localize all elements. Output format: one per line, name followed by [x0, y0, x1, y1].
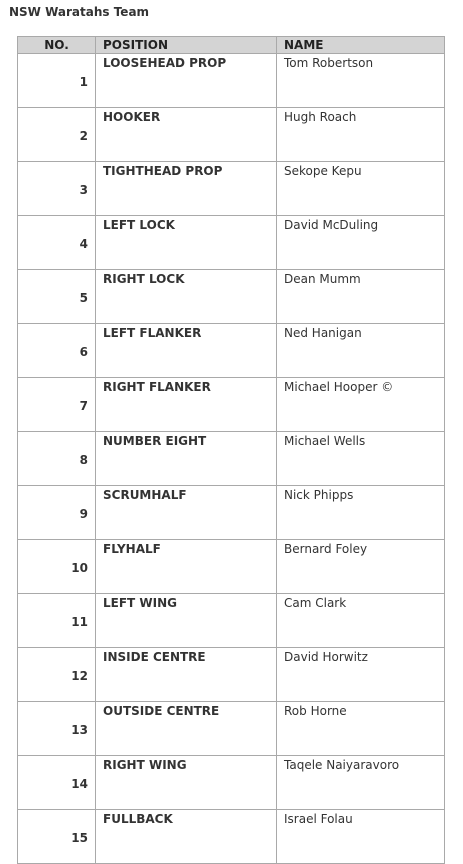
table-row	[18, 648, 445, 702]
position-cell: RIGHT FLANKER	[96, 378, 277, 432]
table-row	[18, 162, 445, 216]
name-cell: Nick Phipps	[277, 486, 445, 540]
table-row	[18, 810, 445, 864]
no-cell: 1	[18, 54, 96, 108]
name-cell: Ned Hanigan	[277, 324, 445, 378]
team-table	[17, 36, 445, 864]
position-cell: SCRUMHALF	[96, 486, 277, 540]
table-row	[18, 486, 445, 540]
header-name: NAME	[277, 37, 445, 54]
position-cell: NUMBER EIGHT	[96, 432, 277, 486]
position-cell: RIGHT LOCK	[96, 270, 277, 324]
table-body	[18, 54, 445, 864]
no-cell: 11	[18, 594, 96, 648]
no-cell: 8	[18, 432, 96, 486]
name-cell: Hugh Roach	[277, 108, 445, 162]
no-cell: 12	[18, 648, 96, 702]
name-cell: David Horwitz	[277, 648, 445, 702]
position-cell: TIGHTHEAD PROP	[96, 162, 277, 216]
position-cell: HOOKER	[96, 108, 277, 162]
name-cell: Michael Wells	[277, 432, 445, 486]
no-cell: 4	[18, 216, 96, 270]
table-row	[18, 756, 445, 810]
header-no: NO.	[18, 37, 96, 54]
no-cell: 6	[18, 324, 96, 378]
no-cell: 14	[18, 756, 96, 810]
table-row	[18, 324, 445, 378]
name-cell: Tom Robertson	[277, 54, 445, 108]
table-row	[18, 54, 445, 108]
position-cell: OUTSIDE CENTRE	[96, 702, 277, 756]
position-cell: RIGHT WING	[96, 756, 277, 810]
position-cell: FULLBACK	[96, 810, 277, 864]
position-cell: LEFT FLANKER	[96, 324, 277, 378]
page-title: NSW Waratahs Team	[9, 5, 150, 19]
name-cell: Israel Folau	[277, 810, 445, 864]
no-cell: 10	[18, 540, 96, 594]
table-row	[18, 108, 445, 162]
table-row	[18, 702, 445, 756]
position-cell: LEFT LOCK	[96, 216, 277, 270]
table-row	[18, 216, 445, 270]
name-cell: Rob Horne	[277, 702, 445, 756]
table-header	[18, 37, 445, 54]
no-cell: 7	[18, 378, 96, 432]
table-row	[18, 432, 445, 486]
table-row	[18, 540, 445, 594]
header-row	[18, 37, 445, 54]
position-cell: LOOSEHEAD PROP	[96, 54, 277, 108]
position-cell: INSIDE CENTRE	[96, 648, 277, 702]
position-cell: FLYHALF	[96, 540, 277, 594]
name-cell: Sekope Kepu	[277, 162, 445, 216]
name-cell: Taqele Naiyaravoro	[277, 756, 445, 810]
header-position: POSITION	[96, 37, 277, 54]
table-row	[18, 270, 445, 324]
position-cell: LEFT WING	[96, 594, 277, 648]
no-cell: 13	[18, 702, 96, 756]
table-row	[18, 594, 445, 648]
no-cell: 2	[18, 108, 96, 162]
name-cell: Cam Clark	[277, 594, 445, 648]
no-cell: 5	[18, 270, 96, 324]
name-cell: Dean Mumm	[277, 270, 445, 324]
table-row	[18, 378, 445, 432]
name-cell: Bernard Foley	[277, 540, 445, 594]
no-cell: 3	[18, 162, 96, 216]
no-cell: 9	[18, 486, 96, 540]
no-cell: 15	[18, 810, 96, 864]
name-cell: Michael Hooper ©	[277, 378, 445, 432]
name-cell: David McDuling	[277, 216, 445, 270]
